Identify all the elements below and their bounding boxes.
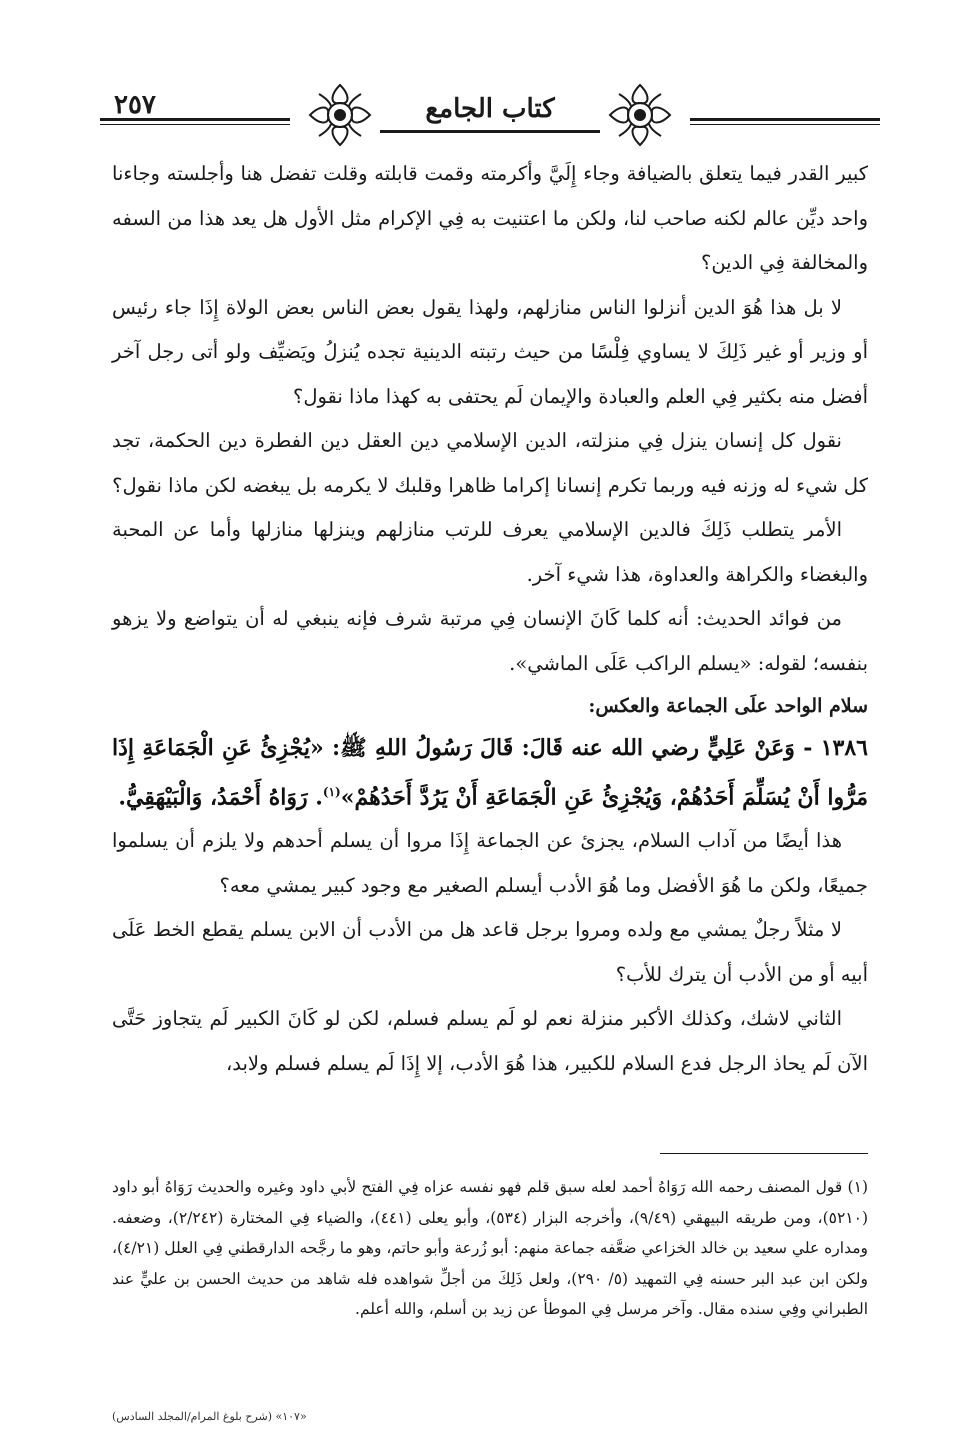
footnote-reference[interactable]: (١) (322, 785, 341, 799)
hadith-number: ١٣٨٦ (820, 735, 868, 761)
running-title: كتاب الجامع (425, 94, 555, 124)
header-rule (100, 124, 290, 125)
hadith-text: - وَعَنْ عَلِيٍّ رضي الله عنه قَالَ: قَالَ رَسُولُ اللهِ ﷺ: «يُجْزِئُ عَنِ الْجَمَاعَةِ إِذَا مَرُّوا أَنْ يُسَلِّمَ أَحَدُهُمْ، وَيُجْزِئُ عَنِ الْجَمَاعَةِ أَنْ يَرُدَّ أَحَدُهُمْ» (112, 735, 868, 811)
paragraph: لا مثلاً رجلٌ يمشي مع ولده ومروا برجل قاعد هل من الأدب أن الابن يسلم يقطع الخط عَلَى أبيه أو من الأدب أن يترك للأب؟ (112, 918, 868, 986)
paragraph: هذا أيضًا من آداب السلام، يجزئ عن الجماعة إِذَا مروا أن يسلم أحدهم ولا يلزم أن يسلموا جميعًا، ولكن ما هُوَ الأفضل وما هُوَ الأدب أيسلم الصغير مع وجود كبير يمشي معه؟ (112, 829, 868, 897)
header-rule (380, 130, 600, 133)
footnote-divider (660, 1153, 868, 1154)
header-rule (690, 118, 880, 121)
paragraph: من فوائد الحديث: أنه كلما كَانَ الإنسان فِي مرتبة شرف فإنه ينبغي له أن يتواضع ولا يزهو بنفسه؛ لقوله: «يسلم الراكب عَلَى الماشي». (112, 607, 868, 675)
page-footer: «١٠٧» (شرح بلوغ المرام/المجلد السادس) (112, 1410, 307, 1423)
page-header (100, 80, 880, 150)
arabesque-ornament-icon (605, 80, 675, 150)
paragraph: لا بل هذا هُوَ الدين أنزلوا الناس منازلهم، ولهذا يقول بعض الناس بعض الولاة إِذَا جاء رئيس أو وزير أو غير ذَلِكَ لا يساوي فِلْسًا من حيث رتبته الدينية تجده يُنزلُ ويَضيِّف ولو أتى رجل آخر أفضل منه بكثير فِي العلم والعبادة والإيمان لَم يحتفى به كهذا ماذا نقول؟ (112, 295, 868, 408)
header-rule (690, 124, 880, 125)
hadith-block (112, 726, 868, 819)
section-heading: سلام الواحد علَى الجماعة والعكس: (588, 695, 868, 717)
paragraph: الثاني لاشك، وكذلك الأكبر منزلة نعم لو لَم يسلم فسلم، لكن لو كَانَ الكبير لَم يتجاوز حَتَّى الآن لَم يحاذ الرجل فدع السلام للكبير، هذا هُوَ الأدب، إلا إِذَا لَم يسلم فسلم ولابد، (112, 1007, 868, 1075)
paragraph: الأمر يتطلب ذَلِكَ فالدين الإسلامي يعرف للرتب منازلهم وينزلها منازلها وأما عن المحبة والبغضاء والكراهة والعداوة، هذا شيء آخر. (112, 518, 868, 586)
footnote: (١) قول المصنف رحمه الله رَوَاهُ أحمد لعله سبق قلم فهو نفسه عزاه فِي الفتح لأبي داود وغيره والحديث رَوَاهُ أبو داود (٥٢١٠)، ومن طريقه البيهقي (٩/٤٩)، وأخرجه البزار (٥٣٤)، وأبو يعلى (٤٤١)، والضياء فِي المختارة (٢/٢٤٢)، وضعفه. ومداره علي سعيد بن خالد الخزاعي ضعَّفه جماعة منهم: أبو زُرعة وأبو حاتم، وهو ما رجَّحه الدارقطني فِي العلل (٤/٢١)، ولكن ابن عبد البر حسنه فِي التمهيد (٥/ ٢٩٠)، ولعل ذَلِكَ من أجلِّ شواهده فله شاهد من حديث الحسن بن عليٍّ عند الطبراني وفِي سنده مقال. وآخر مرسل فِي الموطأ عن زيد بن أسلم، والله أعلم. (112, 1178, 868, 1318)
main-text (112, 152, 868, 1086)
page-number: ٢٥٧ (114, 90, 156, 120)
paragraph: نقول كل إنسان ينزل فِي منزلته، الدين الإسلامي دين العقل دين الفطرة دين الحكمة، تجد كل شيء له وزنه فيه وربما تكرم إنسانا إكراما ظاهرا وقلبك لا يكرمه بل يبغضه لكن ماذا نقول؟ (112, 429, 868, 497)
paragraph: كبير القدر فيما يتعلق بالضيافة وجاء إِلَيَّ وأكرمته وقمت قابلته وقلت تفضل هنا وأجلسته وجاءنا واحد ديِّن عالم لكنه صاحب لنا، ولكن ما اعتنيت به فِي الإكرام مثل الأول هل يعد هذا من السفه والمخالفة فِي الدين؟ (112, 162, 868, 274)
hadith-source: . رَوَاهُ أَحْمَدُ، وَالْبَيْهَقِيُّ. (118, 784, 323, 811)
arabesque-ornament-icon (305, 80, 375, 150)
